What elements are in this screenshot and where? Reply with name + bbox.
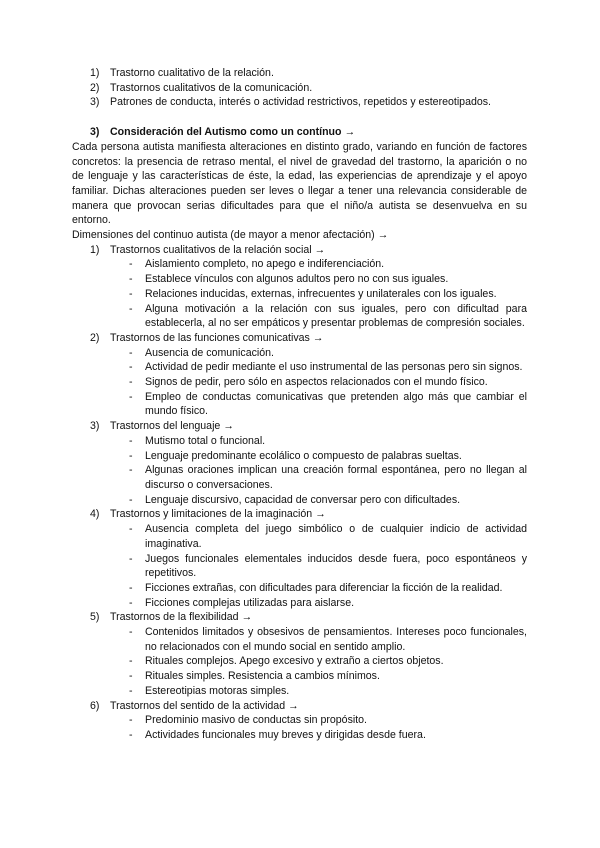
dimension-item xyxy=(90,419,527,507)
section-paragraph: Cada persona autista manifiesta alteraciones en distinto grado, variando en función de factores concretos: la presencia de retraso mental, el nivel de gravedad del trastorno, la aparición o no de lenguaje y las características de éste, la edad, las experiencias de aprendizaje y el apoyo familiar. Dichas alteraciones pueden ser leves o llegar a tener una relevancia considerable de manera que provocan serias dificultades para que el niño/a autista se desenvuelva en su entorno. xyxy=(72,140,527,227)
list-item: - Rituales simples. Resistencia a cambios mínimos. xyxy=(129,670,380,683)
list-item: - Ausencia de comunicación. xyxy=(129,346,274,359)
dimension-title: 3) Trastornos del lenguaje → xyxy=(90,420,234,433)
list-item: - Actividades funcionales muy breves y dirigidas desde fuera. xyxy=(129,728,426,741)
bullet-dash: - xyxy=(129,552,133,565)
dimension-item xyxy=(90,331,527,419)
bullet-dash: - xyxy=(129,728,133,741)
dimension-item xyxy=(90,243,527,331)
bullet-dash: - xyxy=(129,596,133,609)
dimension-sublist xyxy=(129,522,527,610)
list-item: - Mutismo total o funcional. xyxy=(129,434,266,447)
bullet-dash: - xyxy=(129,361,133,374)
list-item: - Rituales complejos. Apego excesivo y extraño a ciertos objetos. xyxy=(129,655,444,668)
bullet-dash: - xyxy=(129,287,133,300)
dimension-sublist xyxy=(129,257,527,331)
list-item: - Establece vínculos con algunos adultos pero no con sus iguales. xyxy=(129,273,449,286)
list-item: - Ficciones complejas utilizadas para aislarse. xyxy=(129,596,355,609)
bullet-dash: - xyxy=(129,464,133,477)
bullet-dash: - xyxy=(129,655,133,668)
dimension-title: 4) Trastornos y limitaciones de la imaginación → xyxy=(90,508,326,521)
list-item: - Ficciones extrañas, con dificultades para diferenciar la ficción de la realidad. xyxy=(129,581,503,594)
section-title: Consideración del Autismo como un contínuo → xyxy=(110,126,356,139)
list-item: - Algunas oraciones implican una creación formal espontánea, pero no llegan al discurso o conversaciones. xyxy=(129,464,527,491)
dimension-sublist xyxy=(129,346,527,420)
list-item: 3) Patrones de conducta, interés o actividad restrictivos, repetidos y estereotipados. xyxy=(90,96,491,109)
bullet-dash: - xyxy=(129,449,133,462)
bullet-dash: - xyxy=(129,523,133,536)
bullet-dash: - xyxy=(129,493,133,506)
dimension-item xyxy=(90,507,527,610)
dimension-item xyxy=(90,699,527,743)
bullet-dash: - xyxy=(129,684,133,697)
list-item: - Aislamiento completo, no apego e indiferenciación. xyxy=(129,258,385,271)
dimension-title: 1) Trastornos cualitativos de la relación social → xyxy=(90,243,326,256)
list-item: - Signos de pedir, pero sólo en aspectos relacionados con el mundo físico. xyxy=(129,376,488,389)
list-item: - Lenguaje predominante ecolálico o compuesto de palabras sueltas. xyxy=(129,449,462,462)
list-item: - Predominio masivo de conductas sin propósito. xyxy=(129,714,367,727)
bullet-dash: - xyxy=(129,714,133,727)
bullet-dash: - xyxy=(129,302,133,315)
bullet-dash: - xyxy=(129,581,133,594)
list-item: - Lenguaje discursivo, capacidad de conversar pero con dificultades. xyxy=(129,493,461,506)
bullet-dash: - xyxy=(129,434,133,447)
bullet-dash: - xyxy=(129,626,133,639)
list-item: - Relaciones inducidas, externas, infrecuentes y unilaterales con los iguales. xyxy=(129,287,497,300)
document-page xyxy=(72,66,527,743)
bullet-dash: - xyxy=(129,390,133,403)
list-item: - Contenidos limitados y obsesivos de pensamientos. Intereses poco funcionales, no relacionados con el mundo social en sentido amplio. xyxy=(129,626,527,653)
list-item: - Actividad de pedir mediante el uso instrumental de las personas pero sin signos. xyxy=(129,361,523,374)
list-item: - Juegos funcionales elementales inducidos desde fuera, poco espontáneos y repetitivos. xyxy=(129,552,527,580)
bullet-dash: - xyxy=(129,273,133,286)
dimensions-list xyxy=(90,243,527,743)
dimension-item xyxy=(90,610,527,698)
bullet-dash: - xyxy=(129,258,133,271)
bullet-dash: - xyxy=(129,670,133,683)
list-item: - Empleo de conductas comunicativas que pretenden algo más que cambiar el mundo físico. xyxy=(129,390,527,418)
list-item: 1) Trastorno cualitativo de la relación. xyxy=(90,67,274,79)
dimensions-intro: Dimensiones del continuo autista (de mayor a menor afectación) → xyxy=(72,229,389,242)
list-item: - Estereotipias motoras simples. xyxy=(129,684,290,697)
dimension-sublist xyxy=(129,713,527,742)
list-item: - Alguna motivación a la relación con sus iguales, pero con dificultad para establecerla, al no ser empáticos y presentar problemas de compresión sociales. xyxy=(129,302,527,330)
list-item: - Ausencia completa del juego simbólico o de cualquier indicio de actividad imaginativa. xyxy=(129,523,527,550)
list-item: 2) Trastornos cualitativos de la comunicación. xyxy=(90,81,313,94)
bullet-dash: - xyxy=(129,346,133,359)
dimension-sublist xyxy=(129,434,527,508)
intro-list xyxy=(90,66,527,110)
dimension-title: 2) Trastornos de las funciones comunicativas → xyxy=(90,331,324,344)
section-heading: 3) Consideración del Autismo como un contínuo → xyxy=(90,126,356,139)
dimension-title: 6) Trastornos del sentido de la actividad → xyxy=(90,699,299,712)
dimension-sublist xyxy=(129,625,527,699)
bullet-dash: - xyxy=(129,376,133,389)
dimension-title: 5) Trastornos de la flexibilidad → xyxy=(90,611,253,624)
